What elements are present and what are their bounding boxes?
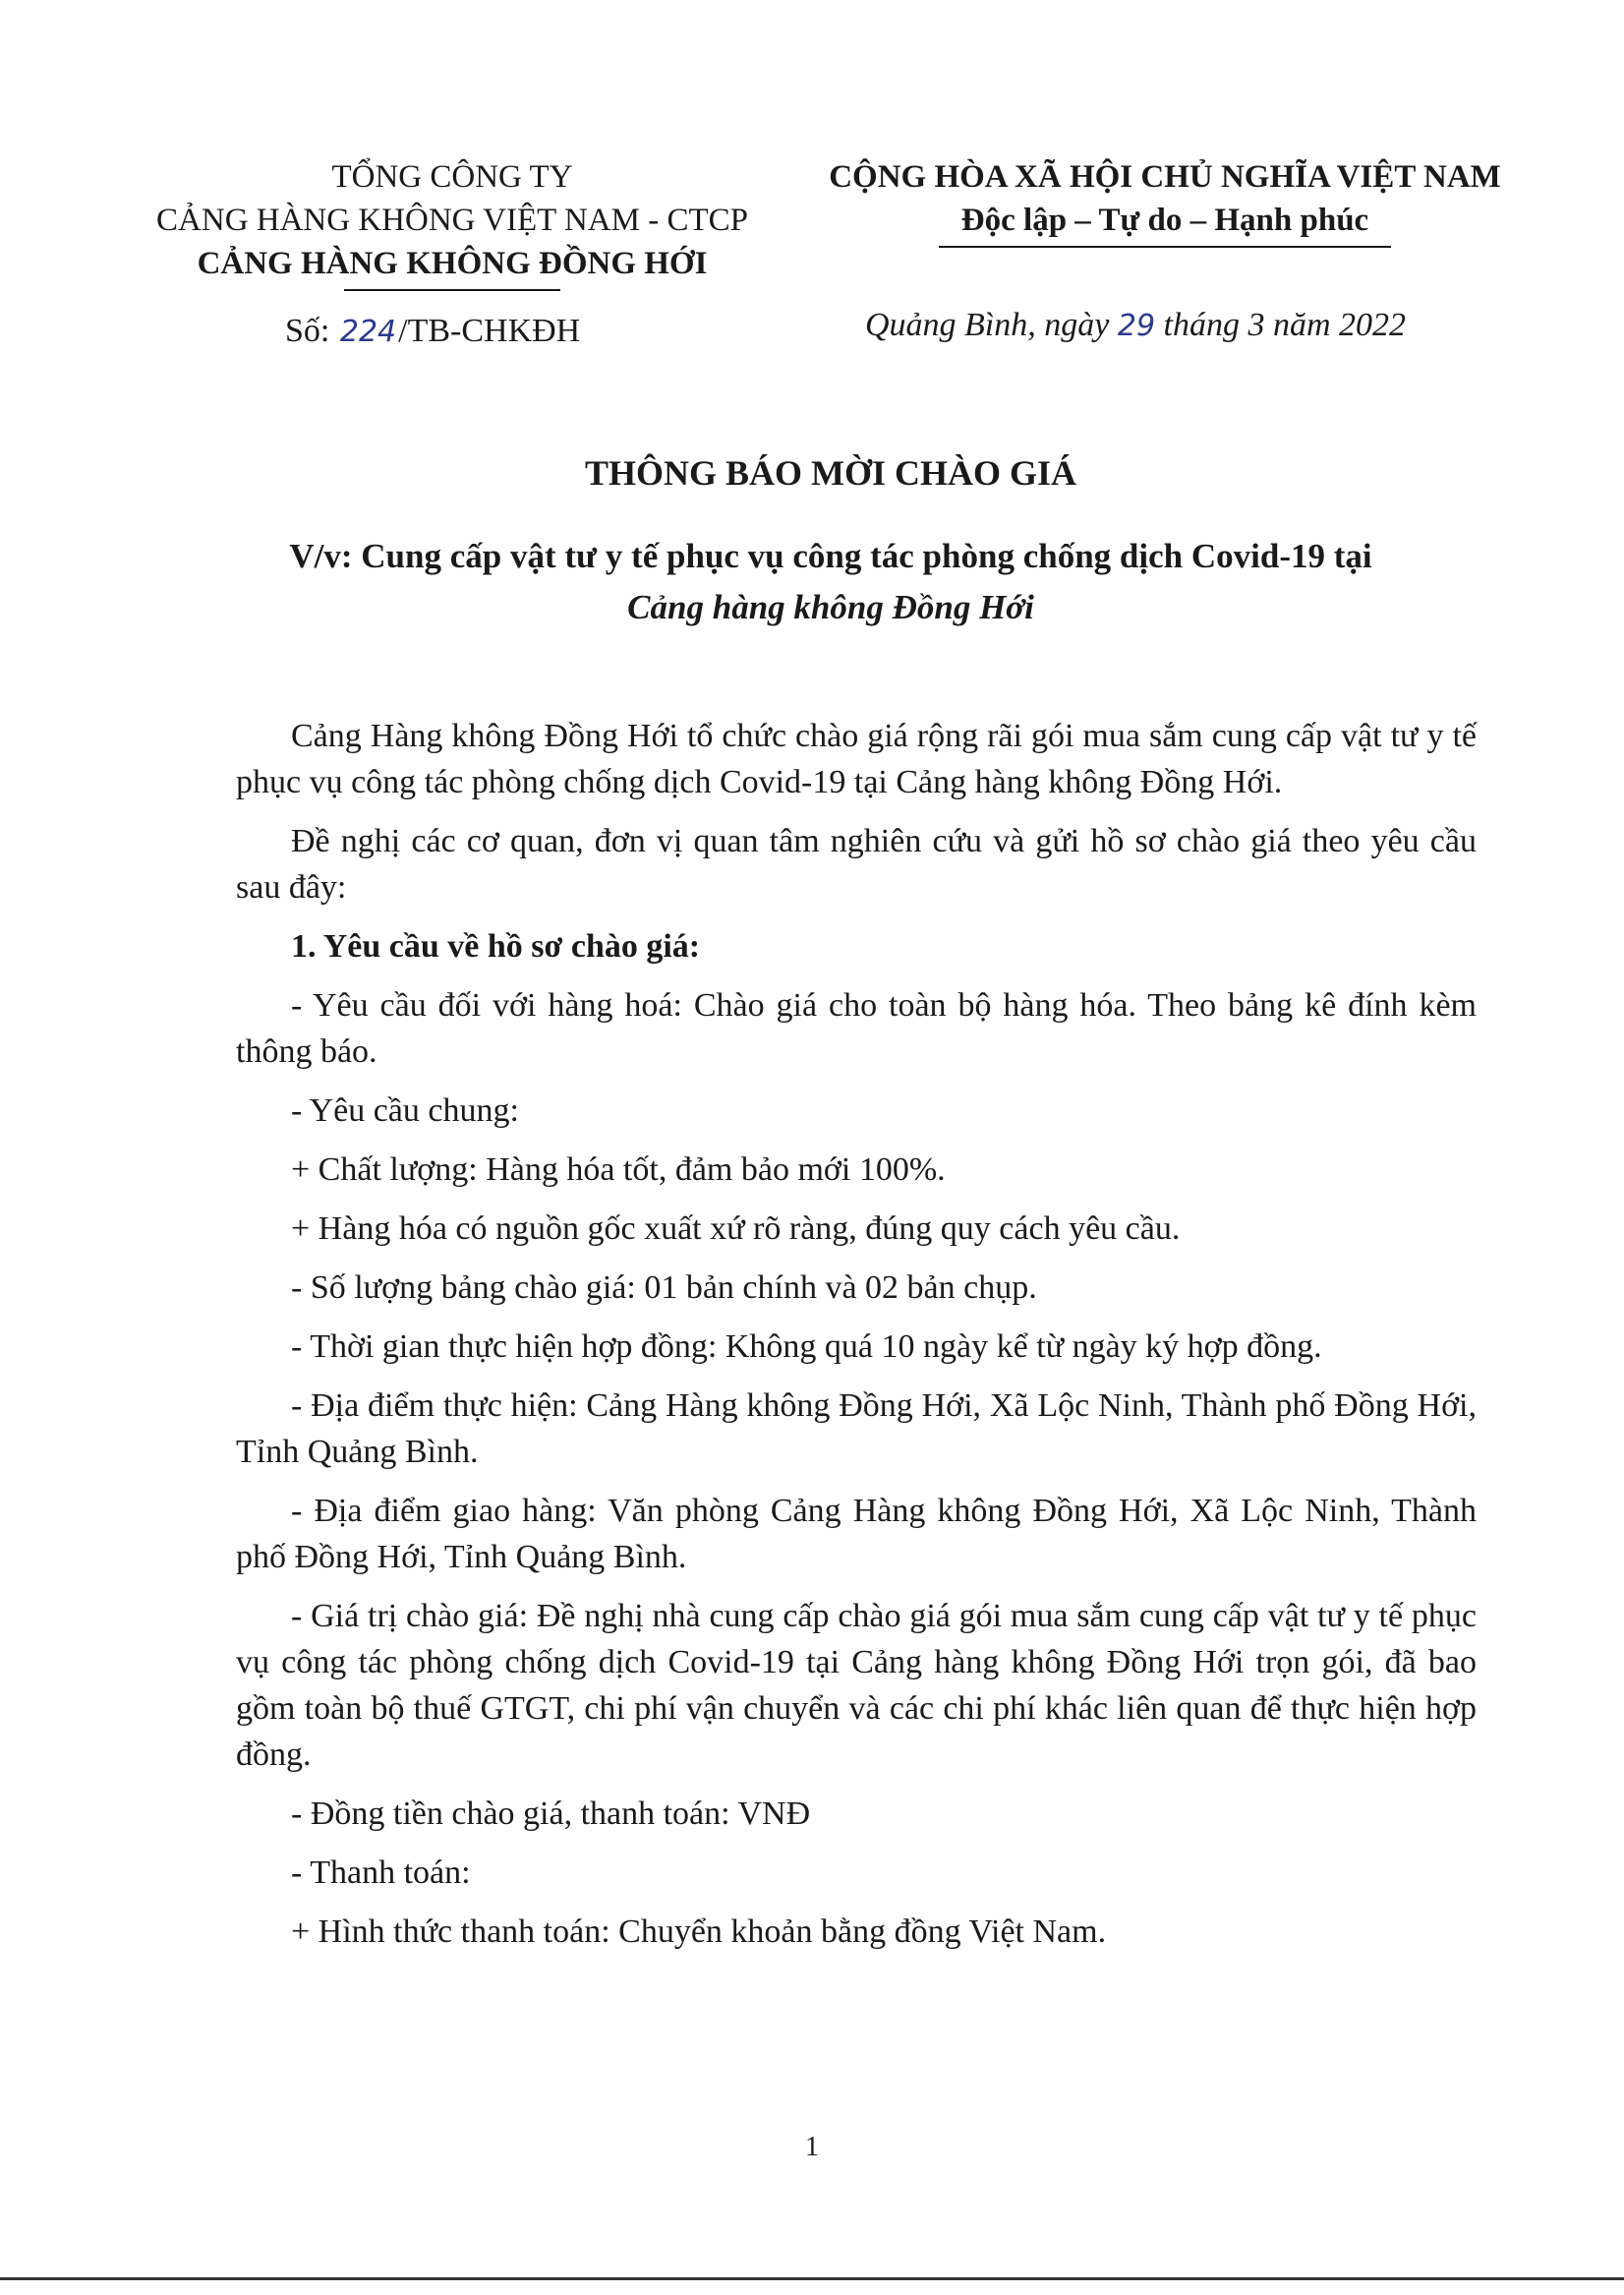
subject-line-1: V/v: Cung cấp vật tư y tế phục vụ công tác phòng chống dịch Covid-19 tại (289, 537, 1372, 575)
requirement-item: - Địa điểm thực hiện: Cảng Hàng không Đồng Hới, Xã Lộc Ninh, Thành phố Đồng Hới, Tỉnh Quảng Bình. (236, 1387, 1477, 1470)
doc-number-handwritten: 224 (339, 315, 397, 349)
national-motto: Độc lập – Tự do – Hạnh phúc (960, 203, 1369, 238)
section-heading-1: 1. Yêu cầu về hồ sơ chào giá: (291, 928, 701, 965)
requirement-item: - Thời gian thực hiện hợp đồng: Không quá 10 ngày kể từ ngày ký hợp đồng. (291, 1328, 1322, 1365)
subject-line-2: Cảng hàng không Đồng Hới (627, 588, 1034, 626)
requirement-item: - Số lượng bảng chào giá: 01 bản chính và 02 bản chụp. (291, 1269, 1037, 1306)
issuer-block (138, 155, 767, 291)
intro-paragraph: Cảng Hàng không Đồng Hới tổ chức chào giá rộng rãi gói mua sắm cung cấp vật tư y tế phục vụ công tác phòng chống dịch Covid-19 tại Cảng hàng không Đồng Hới. (236, 718, 1477, 800)
requirement-item: - Yêu cầu đối với hàng hoá: Chào giá cho toàn bộ hàng hóa. Theo bảng kê đính kèm thông báo. (236, 987, 1477, 1070)
requirement-item: + Hình thức thanh toán: Chuyển khoản bằng đồng Việt Nam. (291, 1913, 1107, 1950)
date-before: Quảng Bình, ngày (865, 307, 1110, 343)
date-after: tháng 3 năm 2022 (1163, 307, 1407, 343)
requirement-item: + Hàng hóa có nguồn gốc xuất xứ rõ ràng, đúng quy cách yêu cầu. (291, 1210, 1181, 1247)
page-number: 1 (805, 2132, 819, 2162)
issuer-line-1: TỔNG CÔNG TY (331, 159, 573, 195)
document-number (285, 313, 580, 350)
date-line (865, 307, 1406, 344)
requirement-item: - Thanh toán: (291, 1854, 471, 1891)
requirement-item: - Đồng tiền chào giá, thanh toán: VNĐ (291, 1795, 811, 1832)
request-paragraph: Đề nghị các cơ quan, đơn vị quan tâm nghiên cứu và gửi hồ sơ chào giá theo yêu cầu sau đây: (236, 823, 1477, 906)
date-day-handwritten: 29 (1117, 309, 1156, 343)
issuer-line-2: CẢNG HÀNG KHÔNG VIỆT NAM - CTCP (156, 203, 748, 238)
requirement-item: - Địa điểm giao hàng: Văn phòng Cảng Hàng không Đồng Hới, Xã Lộc Ninh, Thành phố Đồng Hới, Tỉnh Quảng Bình. (236, 1493, 1477, 1575)
requirement-item: + Chất lượng: Hàng hóa tốt, đảm bảo mới 100%. (291, 1151, 946, 1188)
document-subject (197, 531, 1465, 633)
motto-underline (939, 246, 1391, 248)
issuer-underline (344, 289, 560, 291)
requirement-item: - Yêu cầu chung: (291, 1092, 519, 1129)
doc-number-prefix: Số: (285, 313, 330, 349)
document-body (236, 713, 1477, 1968)
issuer-line-3: CẢNG HÀNG KHÔNG ĐỒNG HỚI (197, 246, 708, 281)
national-title: CỘNG HÒA XÃ HỘI CHỦ NGHĨA VIỆT NAM (829, 159, 1501, 195)
doc-number-suffix: /TB-CHKĐH (398, 313, 581, 349)
scan-edge-line (0, 2277, 1624, 2280)
national-motto-block (806, 155, 1524, 248)
requirement-item: - Giá trị chào giá: Đề nghị nhà cung cấp chào giá gói mua sắm cung cấp vật tư y tế phục vụ công tác phòng chống dịch Covid-19 tại Cảng hàng không Đồng Hới trọn gói, đã bao gồm toàn bộ thuế GTGT, chi phí vận chuyển và các chi phí khác liên quan để thực hiện hợp đồng. (236, 1598, 1477, 1773)
document-title: THÔNG BÁO MỜI CHÀO GIÁ (584, 453, 1077, 493)
